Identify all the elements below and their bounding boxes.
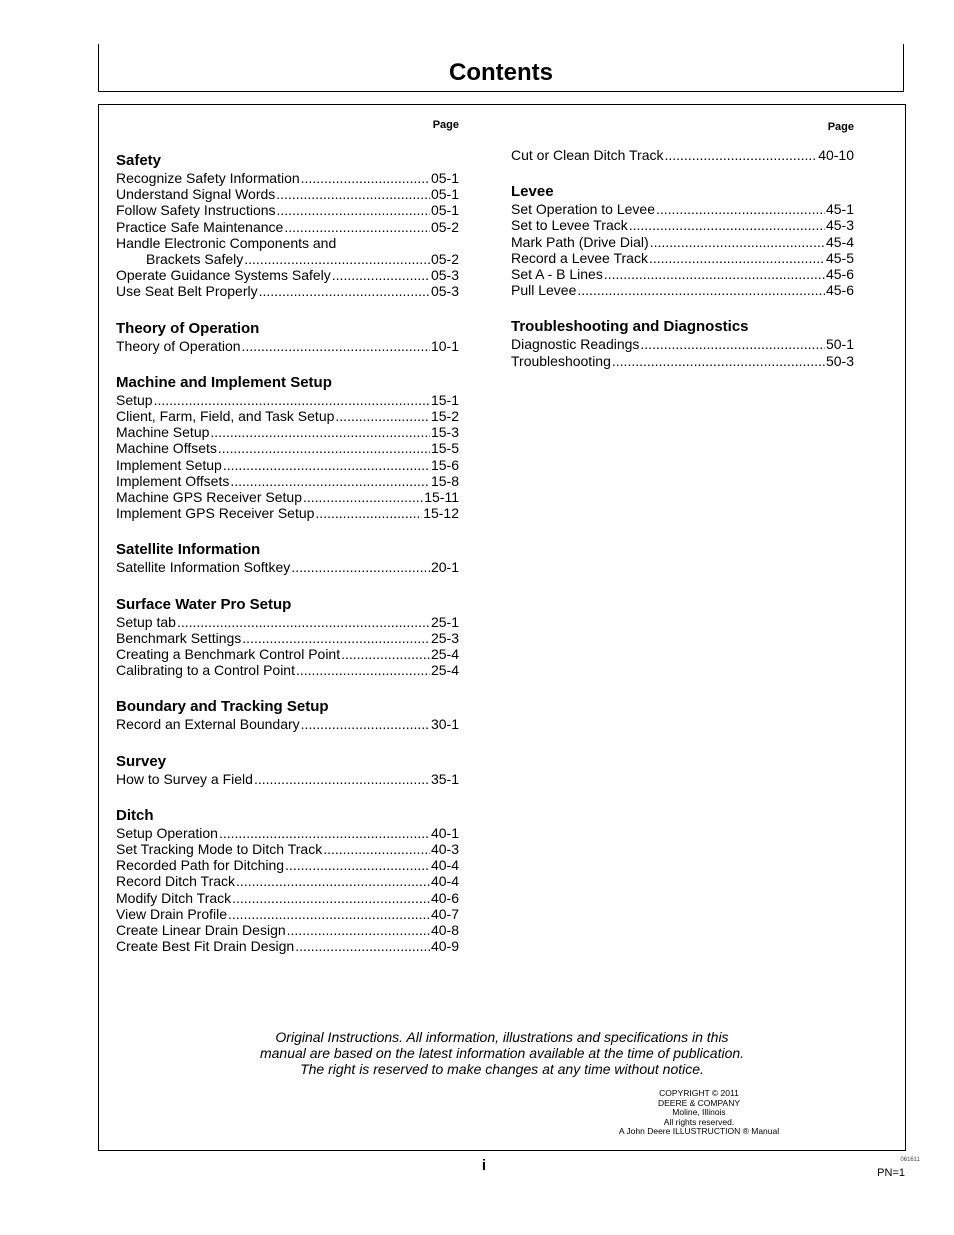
- copyright-line: A John Deere ILLUSTRUCTION ® Manual: [618, 1126, 780, 1137]
- toc-entry-page: 15-8: [430, 472, 459, 489]
- section-heading: Boundary and Tracking Setup: [116, 698, 329, 716]
- section-heading: Theory of Operation: [116, 319, 260, 337]
- toc-entry-text: Pull Levee: [511, 282, 577, 299]
- dot-leader: [154, 392, 430, 408]
- toc-entry[interactable]: [116, 186, 459, 202]
- toc-entry[interactable]: [511, 266, 854, 282]
- dot-leader: [604, 266, 825, 282]
- toc-entry-text: Recorded Path for Ditching: [116, 857, 285, 874]
- toc-entry-page: 05-1: [430, 170, 459, 186]
- toc-entry[interactable]: [116, 906, 459, 922]
- toc-entry-text: Modify Ditch Track: [116, 889, 232, 906]
- toc-entry[interactable]: [511, 201, 854, 217]
- section-heading: Levee: [511, 183, 554, 201]
- toc-entry-text: View Drain Profile: [116, 905, 228, 922]
- toc-entry-page: 45-4: [825, 233, 854, 250]
- dot-leader: [228, 906, 430, 922]
- dot-leader: [244, 251, 430, 267]
- toc-entry-text: Creating a Benchmark Control Point: [116, 646, 341, 663]
- toc-entry-page: 45-1: [825, 201, 854, 218]
- toc-entry-page: 40-6: [430, 889, 459, 906]
- toc-entry-page: 40-3: [430, 841, 459, 858]
- dot-leader: [232, 890, 430, 906]
- toc-entry-page: 15-1: [430, 391, 459, 408]
- dot-leader: [650, 234, 825, 250]
- toc-entry-text: Practice Safe Maintenance: [116, 218, 284, 235]
- toc-section: [116, 596, 459, 679]
- toc-entry-text: Implement Offsets: [116, 472, 230, 489]
- toc-entry-page: 50-1: [825, 336, 854, 353]
- toc-entry-text: Mark Path (Drive Dial): [511, 233, 649, 250]
- toc-entry-page: 05-2: [430, 218, 459, 235]
- section-heading: Safety: [116, 152, 162, 169]
- page-column-label: Page: [827, 121, 854, 133]
- toc-entry-page: 40-1: [430, 824, 459, 841]
- toc-entry-page: 20-1: [430, 559, 459, 576]
- toc-entry[interactable]: [116, 219, 459, 235]
- toc-entry-text: Machine Offsets: [116, 440, 217, 457]
- toc-entry[interactable]: [116, 614, 459, 630]
- dot-leader: [223, 457, 430, 473]
- toc-entry-text: Cut or Clean Ditch Track: [511, 147, 664, 163]
- toc-entry-text: Benchmark Settings: [116, 629, 242, 646]
- section-heading: Machine and Implement Setup: [116, 373, 332, 391]
- toc-entry-page: 25-1: [430, 613, 459, 630]
- toc-section: [511, 318, 854, 368]
- toc-entry[interactable]: [116, 559, 459, 575]
- toc-entry-page: 40-8: [430, 922, 459, 939]
- dot-leader: [259, 283, 430, 299]
- toc-entry-text: Implement Setup: [116, 456, 222, 473]
- toc-entry[interactable]: [511, 147, 854, 163]
- dot-leader: [236, 873, 430, 889]
- dot-leader: [640, 336, 825, 352]
- toc-entry-text: Set to Levee Track: [511, 217, 628, 234]
- toc-entry-page: 45-5: [825, 249, 854, 266]
- toc-entry-page: 05-3: [430, 283, 459, 300]
- copyright-line: COPYRIGHT © 2011: [659, 1088, 739, 1098]
- toc-entry-text: Create Best Fit Drain Design: [116, 938, 295, 955]
- section-heading: Ditch: [116, 806, 154, 824]
- toc-entry[interactable]: [116, 873, 459, 889]
- dot-leader: [629, 217, 825, 233]
- dot-leader: [665, 147, 818, 163]
- toc-entry[interactable]: [116, 457, 459, 473]
- page-column-label: Page: [432, 119, 459, 131]
- toc-entry-page: 25-4: [430, 646, 459, 663]
- toc-entry[interactable]: [116, 424, 459, 440]
- toc-entry-page: 35-1: [430, 770, 459, 787]
- toc-entry-text: Set A - B Lines: [511, 266, 603, 283]
- toc-entry[interactable]: [511, 234, 854, 250]
- toc-entry-text: Setup Operation: [116, 824, 218, 841]
- toc-entry-page: 25-4: [430, 662, 459, 679]
- toc-entry-page: 40-4: [430, 873, 459, 890]
- toc-entry[interactable]: [116, 170, 459, 186]
- toc-entry-page: 05-1: [430, 202, 459, 219]
- dot-leader: [301, 716, 430, 732]
- toc-entry-page: 05-1: [430, 186, 459, 203]
- toc-entry[interactable]: [116, 489, 459, 505]
- toc-entry[interactable]: [511, 250, 854, 266]
- toc-entry-text: Follow Safety Instructions: [116, 202, 276, 219]
- dot-leader: [285, 857, 430, 873]
- toc-entry-page: 45-3: [825, 217, 854, 234]
- section-heading: Surface Water Pro Setup: [116, 595, 292, 613]
- toc-section: [511, 183, 854, 298]
- toc-section: [116, 541, 459, 575]
- dot-leader: [649, 250, 825, 266]
- toc-entry-text: Record a Levee Track: [511, 249, 648, 266]
- title-box: [98, 44, 904, 92]
- dot-leader: [291, 559, 430, 575]
- toc-entry[interactable]: [116, 202, 459, 218]
- toc-entry[interactable]: [116, 771, 459, 787]
- toc-entry-text: Recognize Safety Information: [116, 170, 300, 186]
- dot-leader: [301, 170, 430, 186]
- dot-leader: [341, 646, 430, 662]
- toc-entry[interactable]: [116, 825, 459, 841]
- dot-leader: [219, 825, 430, 841]
- toc-entry[interactable]: [116, 440, 459, 456]
- toc-entry[interactable]: [116, 338, 459, 354]
- toc-entry-page: 15-11: [424, 489, 459, 506]
- dot-leader: [303, 489, 423, 505]
- notice-line: Original Instructions. All information, illustrations and specifications in this: [275, 1029, 729, 1045]
- toc-entry-text: Calibrating to a Control Point: [116, 662, 295, 679]
- left-sections: [116, 152, 459, 975]
- copyright-block: [589, 1089, 809, 1137]
- right-sections: [511, 147, 854, 389]
- toc-entry-page: 40-4: [430, 857, 459, 874]
- toc-entry[interactable]: [511, 336, 854, 352]
- toc-entry-text: Machine Setup: [116, 424, 210, 441]
- toc-entry-text: Set Tracking Mode to Ditch Track: [116, 841, 323, 858]
- toc-section: [116, 320, 459, 354]
- contents-box: [98, 104, 906, 1151]
- section-heading: Satellite Information: [116, 541, 261, 559]
- page-number: i: [481, 1157, 487, 1174]
- toc-entry[interactable]: [116, 857, 459, 873]
- toc-entry-text: Satellite Information Softkey: [116, 559, 291, 576]
- section-heading: Survey: [116, 752, 167, 770]
- dot-leader: [332, 267, 430, 283]
- toc-entry-text: Machine GPS Receiver Setup: [116, 489, 302, 506]
- toc-entry-text: Client, Farm, Field, and Task Setup: [116, 408, 335, 425]
- toc-entry-text: Troubleshooting: [511, 352, 611, 369]
- dot-leader: [284, 219, 430, 235]
- dot-leader: [254, 771, 430, 787]
- toc-entry-text: Diagnostic Readings: [511, 336, 640, 353]
- copyright-line: DEERE & COMPANY: [657, 1097, 741, 1108]
- dot-leader: [218, 440, 430, 456]
- toc-entry-page: 15-3: [430, 424, 459, 441]
- toc-section: [116, 152, 459, 300]
- dot-leader: [323, 841, 430, 857]
- toc-entry-page: 05-2: [430, 251, 459, 268]
- toc-entry-text: Create Linear Drain Design: [116, 922, 286, 939]
- dot-leader: [177, 614, 430, 630]
- dot-leader: [276, 186, 430, 202]
- toc-entry-page: 25-3: [430, 629, 459, 646]
- dot-leader: [612, 353, 825, 369]
- toc-entry[interactable]: [116, 841, 459, 857]
- toc-entry-text: Use Seat Belt Properly: [116, 283, 258, 300]
- toc-entry[interactable]: [116, 283, 459, 299]
- toc-entry-page: 30-1: [430, 716, 459, 733]
- toc-entry-text: Record an External Boundary: [116, 716, 300, 733]
- dot-leader: [287, 922, 430, 938]
- pn-label: PN=1: [877, 1167, 905, 1179]
- dot-leader: [315, 505, 422, 521]
- notice-line: manual are based on the latest information available at the time of publication.: [259, 1045, 745, 1061]
- toc-entry[interactable]: [116, 938, 459, 954]
- section-heading: Troubleshooting and Diagnostics: [511, 318, 749, 336]
- copyright-line: Moline, Illinois: [672, 1107, 726, 1118]
- toc-entry-text: Understand Signal Words: [116, 186, 276, 203]
- dot-leader: [656, 201, 825, 217]
- toc-entry-page: 45-6: [825, 282, 854, 299]
- dot-leader: [230, 473, 430, 489]
- toc-entry-text[interactable]: Handle Electronic Components and: [116, 234, 337, 251]
- toc-entry[interactable]: [511, 282, 854, 298]
- toc-entry-page: 40-7: [430, 905, 459, 922]
- toc-entry-page: 40-9: [430, 938, 459, 955]
- toc-entry-text: Setup tab: [116, 613, 176, 630]
- toc-section: [511, 147, 854, 163]
- toc-entry[interactable]: [116, 646, 459, 662]
- toc-entry[interactable]: [116, 662, 459, 678]
- dot-leader: [210, 424, 430, 440]
- dot-leader: [577, 282, 825, 298]
- notice-line: The right is reserved to make changes at any time without notice.: [300, 1061, 704, 1077]
- toc-section: [116, 374, 459, 522]
- toc-entry[interactable]: [116, 408, 459, 424]
- toc-entry-page: 45-6: [825, 266, 854, 283]
- toc-entry-page: 05-3: [430, 267, 459, 284]
- toc-entry-page: 50-3: [825, 352, 854, 369]
- toc-entry-page: 15-2: [430, 408, 459, 425]
- toc-entry-text: Set Operation to Levee: [511, 201, 655, 218]
- original-instructions-notice: [99, 1029, 905, 1077]
- toc-section: [116, 698, 459, 732]
- toc-entry[interactable]: [116, 392, 459, 408]
- dot-leader: [296, 662, 430, 678]
- toc-entry[interactable]: [116, 630, 459, 646]
- dot-leader: [295, 938, 430, 954]
- toc-entry[interactable]: [116, 716, 459, 732]
- dot-leader: [335, 408, 430, 424]
- toc-entry-text: Setup: [116, 391, 153, 408]
- toc-entry-page: 10-1: [430, 337, 459, 354]
- toc-entry-page: 15-6: [430, 456, 459, 473]
- toc-entry[interactable]: [511, 353, 854, 369]
- toc-entry[interactable]: [116, 251, 459, 267]
- toc-entry-page: 40-10: [818, 147, 854, 163]
- toc-entry[interactable]: [116, 473, 459, 489]
- dot-leader: [277, 202, 430, 218]
- toc-entry-text: Operate Guidance Systems Safely: [116, 267, 331, 284]
- toc-entry-text: Record Ditch Track: [116, 873, 236, 890]
- toc-entry-text: Theory of Operation: [116, 337, 241, 354]
- toc-entry-page: 15-12: [423, 505, 459, 522]
- toc-entry[interactable]: [116, 267, 459, 283]
- doc-code: 061611: [900, 1157, 920, 1163]
- page-title: Contents: [449, 59, 553, 86]
- toc-entry[interactable]: [511, 217, 854, 233]
- copyright-line: All rights reserved.: [663, 1116, 735, 1127]
- dot-leader: [242, 338, 430, 354]
- toc-entry-page: 15-5: [430, 440, 459, 457]
- dot-leader: [242, 630, 430, 646]
- toc-entry-text: Brackets Safely: [146, 251, 244, 268]
- toc-section: [116, 753, 459, 787]
- toc-entry-text: Implement GPS Receiver Setup: [116, 505, 315, 522]
- toc-entry[interactable]: [116, 505, 459, 521]
- toc-entry[interactable]: [116, 922, 459, 938]
- toc-entry-text: How to Survey a Field: [116, 770, 253, 787]
- toc-section: [116, 807, 459, 955]
- toc-entry[interactable]: [116, 890, 459, 906]
